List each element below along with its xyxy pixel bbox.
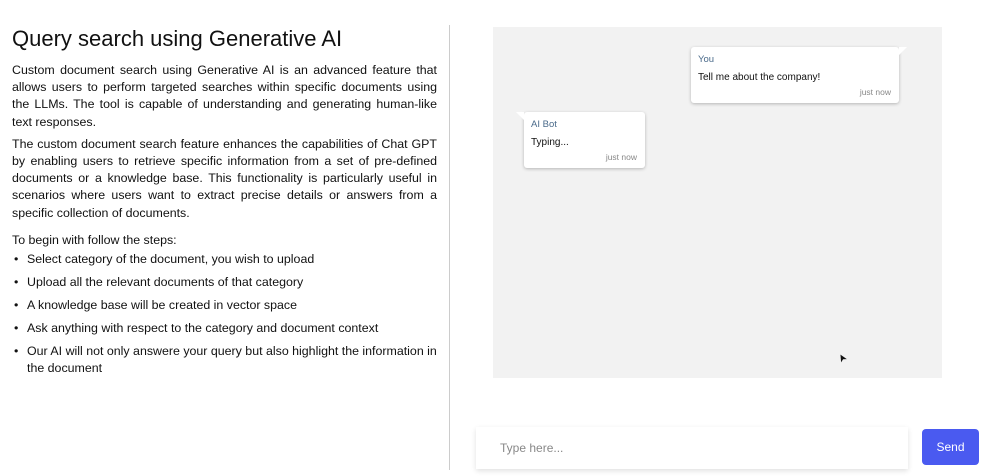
steps-intro: To begin with follow the steps: bbox=[12, 232, 177, 247]
step-item: • Ask anything with respect to the category and document context bbox=[12, 320, 437, 337]
message-user bbox=[691, 47, 899, 103]
message-time: just now bbox=[605, 152, 637, 162]
message-text: Tell me about the company! bbox=[698, 72, 821, 83]
step-item: • A knowledge base will be created in vector space bbox=[12, 297, 437, 314]
chat-input[interactable] bbox=[476, 427, 908, 469]
send-button[interactable]: Send bbox=[922, 429, 979, 465]
chat-window bbox=[493, 27, 942, 378]
step-item: • Select category of the document, you wish to upload bbox=[12, 251, 437, 268]
mouse-cursor-icon: ➤ bbox=[834, 351, 850, 365]
divider bbox=[449, 25, 450, 470]
message-time: just now bbox=[859, 87, 891, 97]
message-sender: AI Bot bbox=[531, 119, 557, 130]
message-sender: You bbox=[698, 54, 715, 65]
step-item: • Upload all the relevant documents of that category bbox=[12, 274, 437, 291]
intro-panel bbox=[12, 26, 437, 383]
page-title: Query search using Generative AI bbox=[12, 26, 343, 51]
intro-paragraph: Custom document search using Generative AI is an advanced feature that allows users to perform targeted searches within specific documents using the LLMs. The tool is capable of understanding and generating human-like text responses. bbox=[12, 63, 437, 129]
message-bot bbox=[524, 112, 645, 168]
message-text: Typing... bbox=[531, 137, 569, 148]
steps-list bbox=[12, 251, 437, 377]
intro-paragraph: The custom document search feature enhances the capabilities of Chat GPT by enabling users to retrieve specific information from a set of pre-defined documents or a knowledge base. This functionality is particularly useful in scenarios where users want to extract precise details or answers from a specific collection of documents. bbox=[12, 136, 437, 220]
step-item: • Our AI will not only answere your query but also highlight the information in the document bbox=[12, 343, 437, 377]
